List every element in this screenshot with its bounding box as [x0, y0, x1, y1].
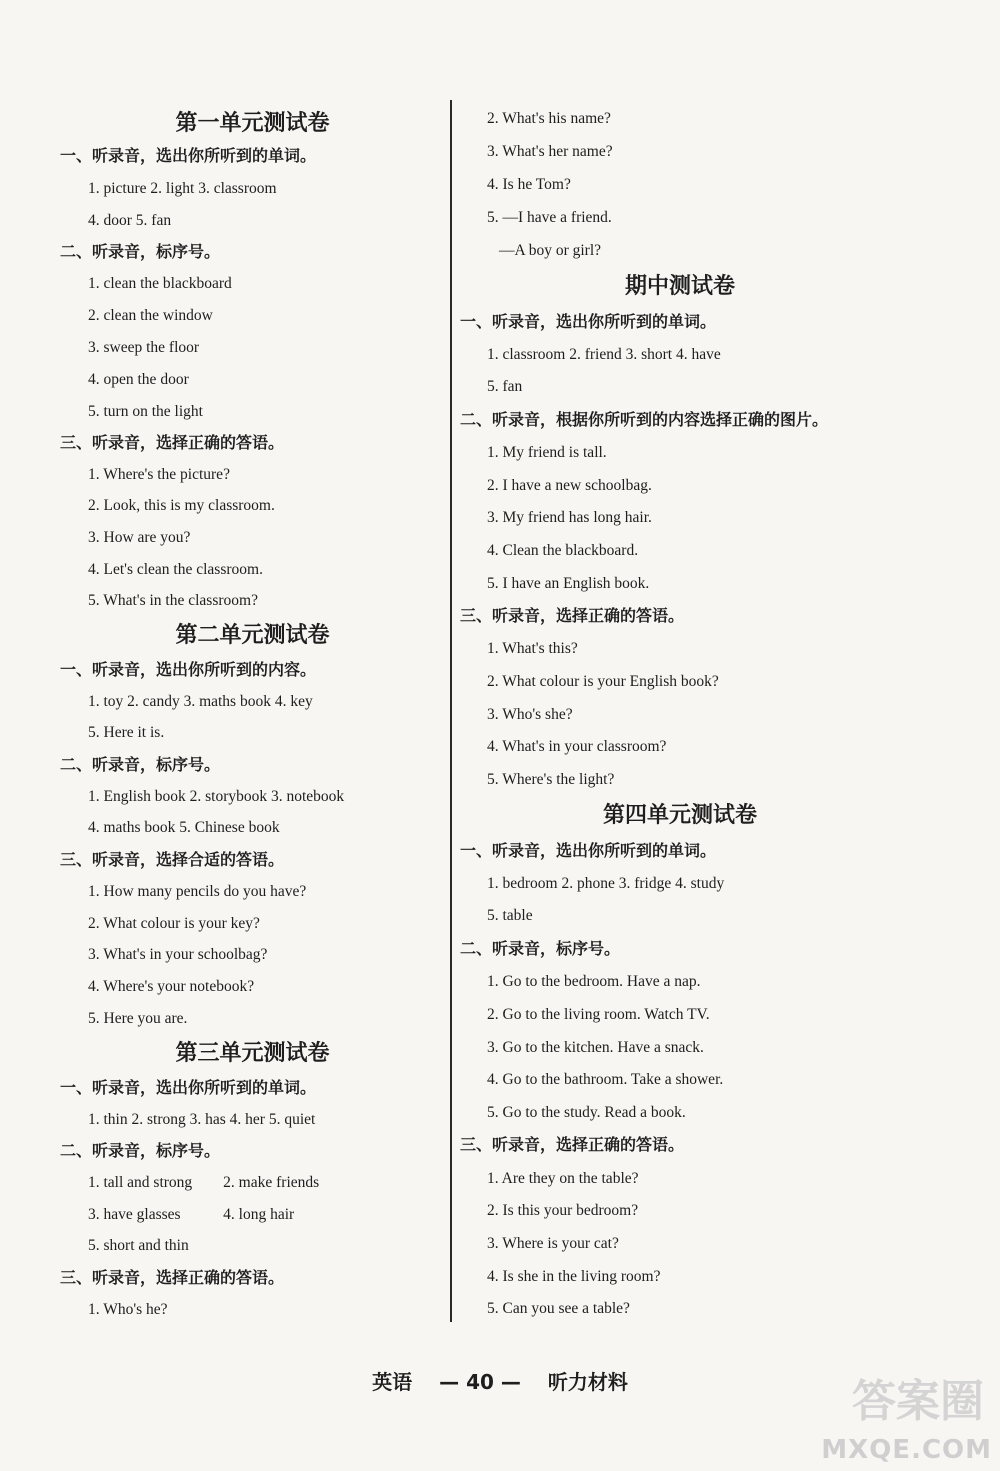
site-watermark — [822, 1345, 992, 1465]
page-number: — 40 — — [439, 1370, 521, 1394]
answer-line: 2. Go to the living room. Watch TV. — [487, 1006, 710, 1023]
question-heading: 二、听录音，标序号。 — [60, 242, 221, 261]
question-heading: 一、听录音，选出你所听到的单词。 — [60, 1078, 317, 1097]
section-title: 第一单元测试卷 — [175, 111, 330, 136]
answer-line: 1. Are they on the table? — [487, 1170, 639, 1187]
question-heading: 三、听录音，选择正确的答语。 — [60, 433, 285, 452]
answer-line: 5. turn on the light — [88, 403, 203, 420]
question-heading: 一、听录音，选出你所听到的单词。 — [460, 841, 717, 860]
question-heading: 二、听录音，标序号。 — [60, 755, 221, 774]
answer-line: 2. Look, this is my classroom. — [88, 497, 275, 514]
answer-line: 4. Let's clean the classroom. — [88, 561, 263, 578]
answer-line: 3. Who's she? — [487, 706, 573, 723]
answer-line: 1. My friend is tall. — [487, 444, 607, 461]
answer-line: 2. What colour is your key? — [88, 915, 260, 932]
answer-line: 3. Where is your cat? — [487, 1235, 619, 1252]
column-divider — [450, 100, 452, 1322]
answer-line: 4. Is he Tom? — [487, 176, 571, 193]
answer-line: 4. Is she in the living room? — [487, 1268, 661, 1285]
answer-line: 5. short and thin — [88, 1237, 189, 1254]
question-heading: 三、听录音，选择合适的答语。 — [60, 850, 285, 869]
answer-line: 5. I have an English book. — [487, 575, 650, 592]
answer-line: 5. fan — [487, 378, 523, 395]
answer-line: 5. —I have a friend. — [487, 209, 612, 226]
answer-line: 1. tall and strong 2. make friends — [88, 1174, 320, 1191]
question-heading: 二、听录音，标序号。 — [460, 939, 621, 958]
answer-line: 1. English book 2. storybook 3. notebook — [88, 788, 345, 805]
footer-subject: 英语 — [372, 1370, 413, 1394]
answer-line: 2. I have a new schoolbag. — [487, 477, 652, 494]
answer-line: 5. Here you are. — [88, 1010, 188, 1027]
section-title: 第二单元测试卷 — [175, 623, 330, 648]
answer-line: 4. What's in your classroom? — [487, 738, 667, 755]
answer-line: 3. What's in your schoolbag? — [88, 946, 268, 963]
watermark-logo: 答案圈 — [852, 1376, 984, 1427]
answer-line: 3. How are you? — [88, 529, 191, 546]
answer-line: 5. table — [487, 907, 533, 924]
answer-line: 1. bedroom 2. phone 3. fridge 4. study — [487, 875, 725, 892]
answer-line: 3. sweep the floor — [88, 339, 200, 356]
answer-line: 3. have glasses 4. long hair — [88, 1206, 295, 1223]
question-heading: 一、听录音，选出你所听到的内容。 — [60, 660, 317, 679]
answer-line: 4. Where's your notebook? — [88, 978, 255, 995]
answer-line: 1. Who's he? — [88, 1301, 168, 1318]
section-title: 第三单元测试卷 — [175, 1041, 330, 1066]
answer-line: 1. thin 2. strong 3. has 4. her 5. quiet — [88, 1111, 316, 1128]
answer-line: 1. How many pencils do you have? — [88, 883, 307, 900]
answer-line: 2. clean the window — [88, 307, 213, 324]
answer-line: 1. clean the blackboard — [88, 275, 232, 292]
answer-line: 1. picture 2. light 3. classroom — [88, 180, 277, 197]
answer-line: 5. Where's the light? — [487, 771, 615, 788]
answer-line: 2. What colour is your English book? — [487, 673, 719, 690]
answer-line: 3. My friend has long hair. — [487, 509, 652, 526]
answer-line: 1. Where's the picture? — [88, 466, 230, 483]
answer-line: 4. maths book 5. Chinese book — [88, 819, 280, 836]
answer-line: 1. toy 2. candy 3. maths book 4. key — [88, 693, 313, 710]
question-heading: 二、听录音，标序号。 — [60, 1141, 221, 1160]
question-heading: 三、听录音，选择正确的答语。 — [460, 1135, 685, 1154]
section-title: 期中测试卷 — [624, 274, 735, 299]
answer-line: 3. What's her name? — [487, 143, 613, 160]
question-heading: 一、听录音，选出你所听到的单词。 — [60, 146, 317, 165]
answer-line: 4. door 5. fan — [88, 212, 172, 229]
answer-line: 3. Go to the kitchen. Have a snack. — [487, 1039, 704, 1056]
answer-line: 1. What's this? — [487, 640, 578, 657]
question-heading: 三、听录音，选择正确的答语。 — [460, 606, 685, 625]
section-title: 第四单元测试卷 — [602, 803, 757, 828]
answer-line: 1. classroom 2. friend 3. short 4. have — [487, 346, 721, 363]
answer-line: 5. Here it is. — [88, 724, 165, 741]
answer-line: 2. Is this your bedroom? — [487, 1202, 639, 1219]
answer-line: 4. open the door — [88, 371, 189, 388]
question-heading: 三、听录音，选择正确的答语。 — [60, 1268, 285, 1287]
answer-line: 5. Go to the study. Read a book. — [487, 1104, 686, 1121]
answer-line: 2. What's his name? — [487, 110, 611, 127]
footer-label: 听力材料 — [547, 1370, 628, 1394]
answer-line: —A boy or girl? — [499, 242, 602, 259]
question-heading: 二、听录音，根据你所听到的内容选择正确的图片。 — [460, 410, 829, 429]
answer-line: 4. Clean the blackboard. — [487, 542, 639, 559]
answer-line: 5. What's in the classroom? — [88, 592, 258, 609]
watermark-site: MXQE.COM — [821, 1435, 992, 1465]
answer-line: 1. Go to the bedroom. Have a nap. — [487, 973, 701, 990]
question-heading: 一、听录音，选出你所听到的单词。 — [460, 312, 717, 331]
answer-line: 5. Can you see a table? — [487, 1300, 630, 1317]
answer-line: 4. Go to the bathroom. Take a shower. — [487, 1071, 724, 1088]
